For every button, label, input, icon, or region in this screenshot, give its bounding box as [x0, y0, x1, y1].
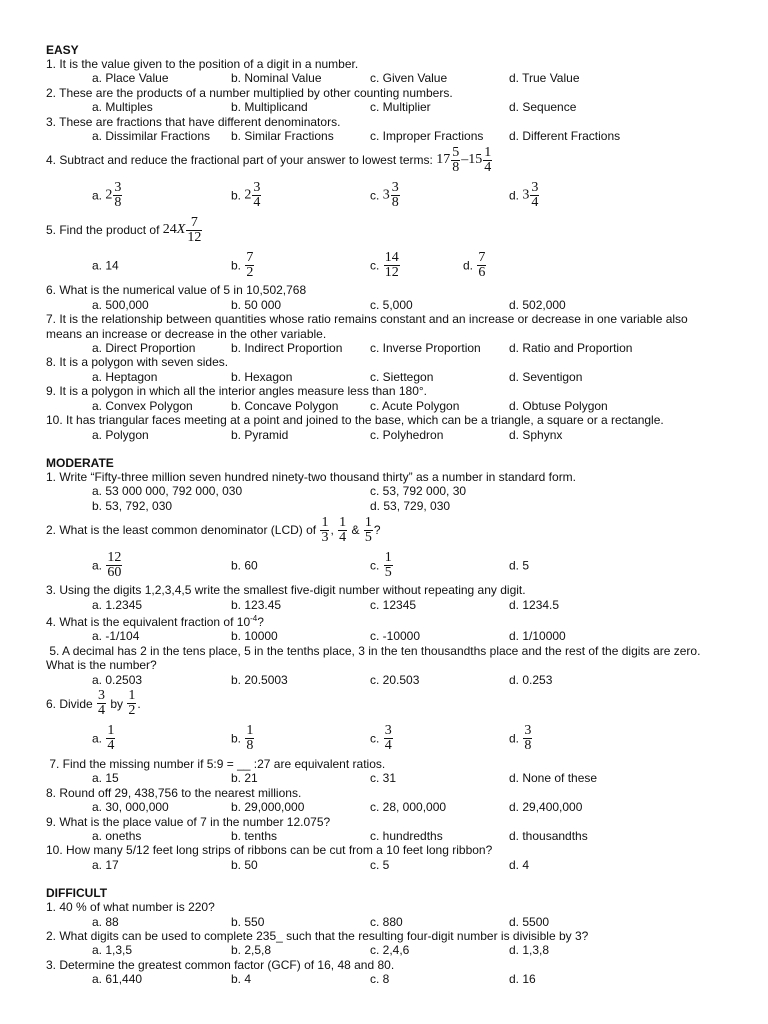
denominator: 4 — [253, 194, 261, 210]
answer-options — [46, 673, 726, 687]
option-d: d. 16 — [509, 972, 536, 987]
answer-options — [46, 298, 726, 312]
option-b — [231, 251, 370, 280]
option-d — [509, 558, 648, 573]
fraction — [320, 516, 329, 545]
denominator: 8 — [452, 159, 460, 175]
section-heading-moderate: MODERATE — [46, 455, 114, 470]
fraction — [252, 181, 261, 210]
question-prompt: 5. Find the product of — [46, 223, 160, 238]
section-spacer — [46, 442, 726, 456]
option-d: d. 1234.5 — [509, 597, 560, 612]
answer-options — [46, 800, 726, 814]
answer-options — [46, 721, 726, 757]
fraction — [186, 216, 202, 245]
option-b: b. Nominal Value — [231, 71, 322, 86]
fraction — [530, 181, 539, 210]
answer-options — [46, 484, 726, 513]
option-c: c. 8 — [370, 972, 390, 987]
option-d: d. 4 — [509, 857, 530, 872]
fraction — [245, 724, 254, 753]
option-d: d. Ratio and Proportion — [509, 341, 633, 356]
option-c — [370, 551, 509, 580]
option-c: c. 28, 000,000 — [370, 800, 447, 815]
option-b: b. 123.45 — [231, 597, 282, 612]
fraction — [364, 516, 373, 545]
option-a — [92, 724, 231, 753]
question-prompt: 4. Subtract and reduce the fractional part of your answer to lowest terms: — [46, 153, 433, 168]
numerator: 1 — [364, 514, 372, 530]
option-a: a. Convex Polygon — [92, 398, 193, 413]
answer-options — [46, 943, 726, 957]
denominator: 8 — [246, 738, 254, 754]
option-c: c. -10000 — [370, 629, 421, 644]
option-prefix: b. — [231, 188, 242, 203]
question-text: 10. It has triangular faces meeting at a point and joined to the base, which can be a triangle, a square or a rectangle. — [46, 413, 664, 428]
option-c: c. Acute Polygon — [370, 398, 460, 413]
option-a: a. Heptagon — [92, 369, 158, 384]
question-text — [46, 143, 726, 177]
option-c: c. Multiplier — [370, 100, 431, 115]
numerator: 3 — [253, 179, 261, 195]
answer-options — [46, 247, 726, 283]
option-d — [509, 181, 648, 210]
option-b: b. Hexagon — [231, 369, 293, 384]
denominator: 12 — [384, 264, 399, 280]
numerator: 1 — [107, 723, 115, 739]
option-d — [463, 251, 602, 280]
option-prefix: d. — [509, 188, 520, 203]
question-prompt: 2. What is the least common denominator (LCD) of — [46, 523, 317, 538]
numerator: 1 — [246, 723, 254, 739]
option-c: c. 5,000 — [370, 297, 413, 312]
denominator: 2 — [246, 264, 254, 280]
fraction — [97, 689, 106, 718]
option-c — [370, 251, 463, 280]
option-b: b. 10000 — [231, 629, 278, 644]
option-a: a. 88 — [92, 914, 119, 929]
denominator: 4 — [384, 738, 392, 754]
denominator: 4 — [98, 703, 106, 719]
option-b: b. Similar Fractions — [231, 129, 334, 144]
option-b: b. 4 — [231, 972, 252, 987]
mixed-whole: 2 — [105, 187, 113, 203]
option-prefix: c. — [370, 258, 380, 273]
option-d — [509, 724, 648, 753]
option-b: b. 50 000 — [231, 297, 282, 312]
mixed-whole: 3 — [382, 187, 390, 203]
option-prefix: b. — [231, 258, 242, 273]
option-c — [370, 724, 509, 753]
answer-options — [46, 972, 726, 986]
option-b: b. 20.5003 — [231, 672, 288, 687]
option-prefix: b. 60 — [231, 558, 258, 573]
option-b — [231, 724, 370, 753]
operand: 24 — [162, 222, 177, 238]
fraction — [338, 516, 347, 545]
question-text — [46, 612, 726, 629]
numerator: 3 — [531, 179, 539, 195]
option-c: c. 5 — [370, 857, 390, 872]
option-prefix: c. — [370, 188, 380, 203]
option-c: c. 880 — [370, 914, 403, 929]
option-prefix: a. — [92, 731, 103, 746]
denominator: 8 — [391, 194, 399, 210]
option-d: d. 1,3,8 — [509, 943, 550, 958]
option-c: c. Polyhedron — [370, 427, 444, 442]
option-prefix: b. — [231, 731, 242, 746]
ampersand: & — [351, 523, 360, 538]
minus-sign: – — [461, 152, 469, 168]
numerator: 14 — [384, 249, 399, 265]
denominator: 6 — [478, 264, 486, 280]
option-a: a. 1.2345 — [92, 597, 143, 612]
answer-options — [46, 629, 726, 643]
question-text: 2. What digits can be used to complete 235_ such that the resulting four-digit number is divisible by 3? — [46, 929, 589, 944]
option-c — [370, 181, 509, 210]
question-mark: ? — [373, 523, 381, 538]
answer-options — [46, 547, 726, 583]
denominator: 2 — [128, 703, 136, 719]
numerator: 3 — [384, 723, 392, 739]
section-spacer — [46, 872, 726, 886]
fraction — [384, 724, 393, 753]
mixed-whole: 17 — [436, 152, 451, 168]
answer-options — [46, 428, 726, 442]
section-heading-difficult: DIFFICULT — [46, 886, 108, 901]
option-a: a. 30, 000,000 — [92, 800, 169, 815]
fraction — [127, 689, 136, 718]
option-a: a. 500,000 — [92, 297, 149, 312]
answer-options — [46, 370, 726, 384]
answer-options — [46, 598, 726, 612]
option-prefix: c. — [370, 731, 380, 746]
option-d: d. thousandths — [509, 829, 588, 843]
question-text: 3. These are fractions that have different denominators. — [46, 114, 341, 129]
question-text — [46, 213, 726, 247]
question-text: 9. What is the place value of 7 in the number 12.075? — [46, 814, 331, 829]
option-b: b. 50 — [231, 857, 258, 872]
option-b — [231, 558, 370, 573]
question-text: 7. It is the relationship between quantities whose ratio remains constant and an increase or decrease in one variable also means an increase or decrease in the other variable. — [46, 312, 688, 341]
question-text: 3. Using the digits 1,2,3,4,5 write the smallest five-digit number without repeating any digit. — [46, 583, 526, 598]
option-a: a. oneths — [92, 829, 142, 843]
option-d: d. 53, 729, 030 — [370, 498, 451, 513]
option-c: c. Improper Fractions — [370, 129, 484, 144]
numerator: 1 — [484, 144, 492, 160]
option-b: b. 53, 792, 030 — [92, 498, 173, 513]
quiz-document — [46, 43, 726, 987]
denominator: 4 — [484, 159, 492, 175]
option-a — [92, 258, 231, 273]
option-a: a. 53 000 000, 792 000, 030 — [92, 484, 243, 499]
option-a: a. Dissimilar Fractions — [92, 129, 211, 144]
option-c: c. 2,4,6 — [370, 943, 410, 958]
fraction — [245, 251, 254, 280]
option-a: a. 15 — [92, 771, 119, 786]
fraction — [451, 146, 460, 175]
option-b: b. 550 — [231, 914, 265, 929]
option-prefix: a. 14 — [92, 258, 119, 273]
answer-options — [46, 71, 726, 85]
question-prompt: 4. What is the equivalent fraction of 10 — [46, 614, 251, 629]
option-d: d. 1/10000 — [509, 629, 566, 644]
numerator: 7 — [478, 249, 486, 265]
numerator: 3 — [98, 688, 106, 704]
option-d: d. True Value — [509, 71, 580, 86]
option-d: d. 502,000 — [509, 297, 566, 312]
option-prefix: d. 5 — [509, 558, 530, 573]
option-prefix: d. — [463, 258, 474, 273]
option-a — [92, 181, 231, 210]
answer-options — [46, 129, 726, 143]
numerator: 7 — [190, 214, 198, 230]
option-d: d. None of these — [509, 771, 598, 786]
fraction — [523, 724, 532, 753]
question-text: 9. It is a polygon in which all the interior angles measure less than 180°. — [46, 384, 428, 399]
option-prefix: c. — [370, 557, 380, 572]
option-d: d. 5500 — [509, 914, 550, 929]
option-d: d. Sequence — [509, 100, 577, 115]
times-sign: X — [176, 222, 186, 238]
numerator: 3 — [524, 723, 532, 739]
option-a — [92, 551, 231, 580]
denominator: 60 — [107, 564, 122, 580]
answer-options — [46, 858, 726, 872]
denominator: 4 — [107, 738, 115, 754]
mixed-whole: 3 — [522, 187, 530, 203]
option-b: b. Indirect Proportion — [231, 341, 343, 356]
numerator: 1 — [128, 688, 136, 704]
numerator: 3 — [114, 179, 122, 195]
option-b: b. tenths — [231, 829, 278, 843]
denominator: 8 — [114, 194, 122, 210]
answer-options — [46, 177, 726, 213]
question-text — [46, 513, 726, 547]
question-text: 1. Write “Fifty-three million seven hundred ninety-two thousand thirty” as a number in standard form. — [46, 469, 577, 484]
answer-options — [46, 771, 726, 785]
question-text: 1. 40 % of what number is 220? — [46, 900, 215, 915]
mixed-whole: 2 — [244, 187, 252, 203]
option-d: d. 0.253 — [509, 672, 553, 687]
option-c: c. 12345 — [370, 597, 417, 612]
fraction — [113, 181, 122, 210]
answer-options — [46, 341, 726, 355]
option-a: a. 61,440 — [92, 972, 143, 987]
option-d: d. Sphynx — [509, 427, 563, 442]
numerator: 12 — [107, 549, 122, 565]
denominator: 4 — [531, 194, 539, 210]
option-a: a. Place Value — [92, 71, 169, 86]
option-c: c. Given Value — [370, 71, 448, 86]
question-text: 1. It is the value given to the position of a digit in a number. — [46, 57, 359, 71]
option-b: b. 21 — [231, 771, 258, 786]
question-text: 7. Find the missing number if 5:9 = __ :27 are equivalent ratios. — [46, 756, 386, 771]
option-d: d. 29,400,000 — [509, 800, 583, 815]
option-b: b. Pyramid — [231, 427, 289, 442]
denominator: 4 — [339, 529, 347, 545]
answer-options — [46, 100, 726, 114]
option-a: a. 0.2503 — [92, 672, 143, 687]
denominator: 12 — [187, 229, 202, 245]
option-prefix: d. — [509, 731, 520, 746]
numerator: 3 — [391, 179, 399, 195]
comma: , — [330, 523, 334, 538]
question-prompt: 6. Divide — [46, 696, 93, 711]
option-c: c. 53, 792 000, 30 — [370, 484, 467, 499]
fraction — [106, 724, 115, 753]
numerator: 1 — [321, 514, 329, 530]
option-d: d. Obtuse Polygon — [509, 398, 608, 413]
numerator: 5 — [452, 144, 460, 160]
question-text: 8. It is a polygon with seven sides. — [46, 355, 229, 370]
option-d: d. Different Fractions — [509, 129, 621, 144]
option-prefix: a. — [92, 557, 103, 572]
question-text: 3. Determine the greatest common factor (GCF) of 16, 48 and 80. — [46, 957, 395, 972]
answer-options — [46, 829, 726, 843]
option-a: a. Direct Proportion — [92, 341, 196, 356]
question-text: 5. A decimal has 2 in the tens place, 5 in the tenths place, 3 in the ten thousandths place and the rest of the digits are zero. What is the number? — [46, 643, 704, 673]
answer-options — [46, 915, 726, 929]
option-a: a. 1,3,5 — [92, 943, 133, 958]
exponent: -4 — [250, 613, 258, 623]
option-c: c. 31 — [370, 771, 397, 786]
option-c: c. 20.503 — [370, 672, 420, 687]
option-c: c. Siettegon — [370, 369, 434, 384]
fraction — [483, 146, 492, 175]
question-text: 10. How many 5/12 feet long strips of ribbons can be cut from a 10 feet long ribbon? — [46, 843, 493, 858]
section-heading-easy: EASY — [46, 43, 79, 57]
by-word: by — [110, 696, 124, 711]
question-text: 8. Round off 29, 438,756 to the nearest millions. — [46, 785, 302, 800]
option-b: b. Concave Polygon — [231, 398, 339, 413]
denominator: 3 — [321, 529, 329, 545]
option-prefix: a. — [92, 188, 103, 203]
denominator: 5 — [384, 564, 392, 580]
mixed-whole: 15 — [468, 152, 483, 168]
numerator: 1 — [339, 514, 347, 530]
option-a: a. Multiples — [92, 100, 153, 115]
answer-options — [46, 399, 726, 413]
fraction — [384, 251, 400, 280]
fraction — [106, 551, 122, 580]
numerator: 1 — [384, 549, 392, 565]
question-text: 6. What is the numerical value of 5 in 10,502,768 — [46, 283, 307, 298]
fraction — [384, 551, 393, 580]
option-a: a. Polygon — [92, 427, 149, 442]
option-b: b. 29,000,000 — [231, 800, 305, 815]
denominator: 5 — [364, 529, 372, 545]
option-b — [231, 181, 370, 210]
question-mark: ? — [257, 614, 264, 629]
option-b: b. Multiplicand — [231, 100, 308, 115]
numerator: 7 — [246, 249, 254, 265]
fraction — [477, 251, 486, 280]
option-c: c. Inverse Proportion — [370, 341, 481, 356]
option-a: a. -1/104 — [92, 629, 140, 644]
question-text: 2. These are the products of a number multiplied by other counting numbers. — [46, 85, 453, 100]
denominator: 8 — [524, 738, 532, 754]
option-a: a. 17 — [92, 857, 119, 872]
option-d: d. Seventigon — [509, 369, 583, 384]
option-b: b. 2,5,8 — [231, 943, 272, 958]
fraction — [391, 181, 400, 210]
period: . — [137, 696, 141, 711]
option-c: c. hundredths — [370, 829, 443, 843]
question-text — [46, 687, 726, 721]
